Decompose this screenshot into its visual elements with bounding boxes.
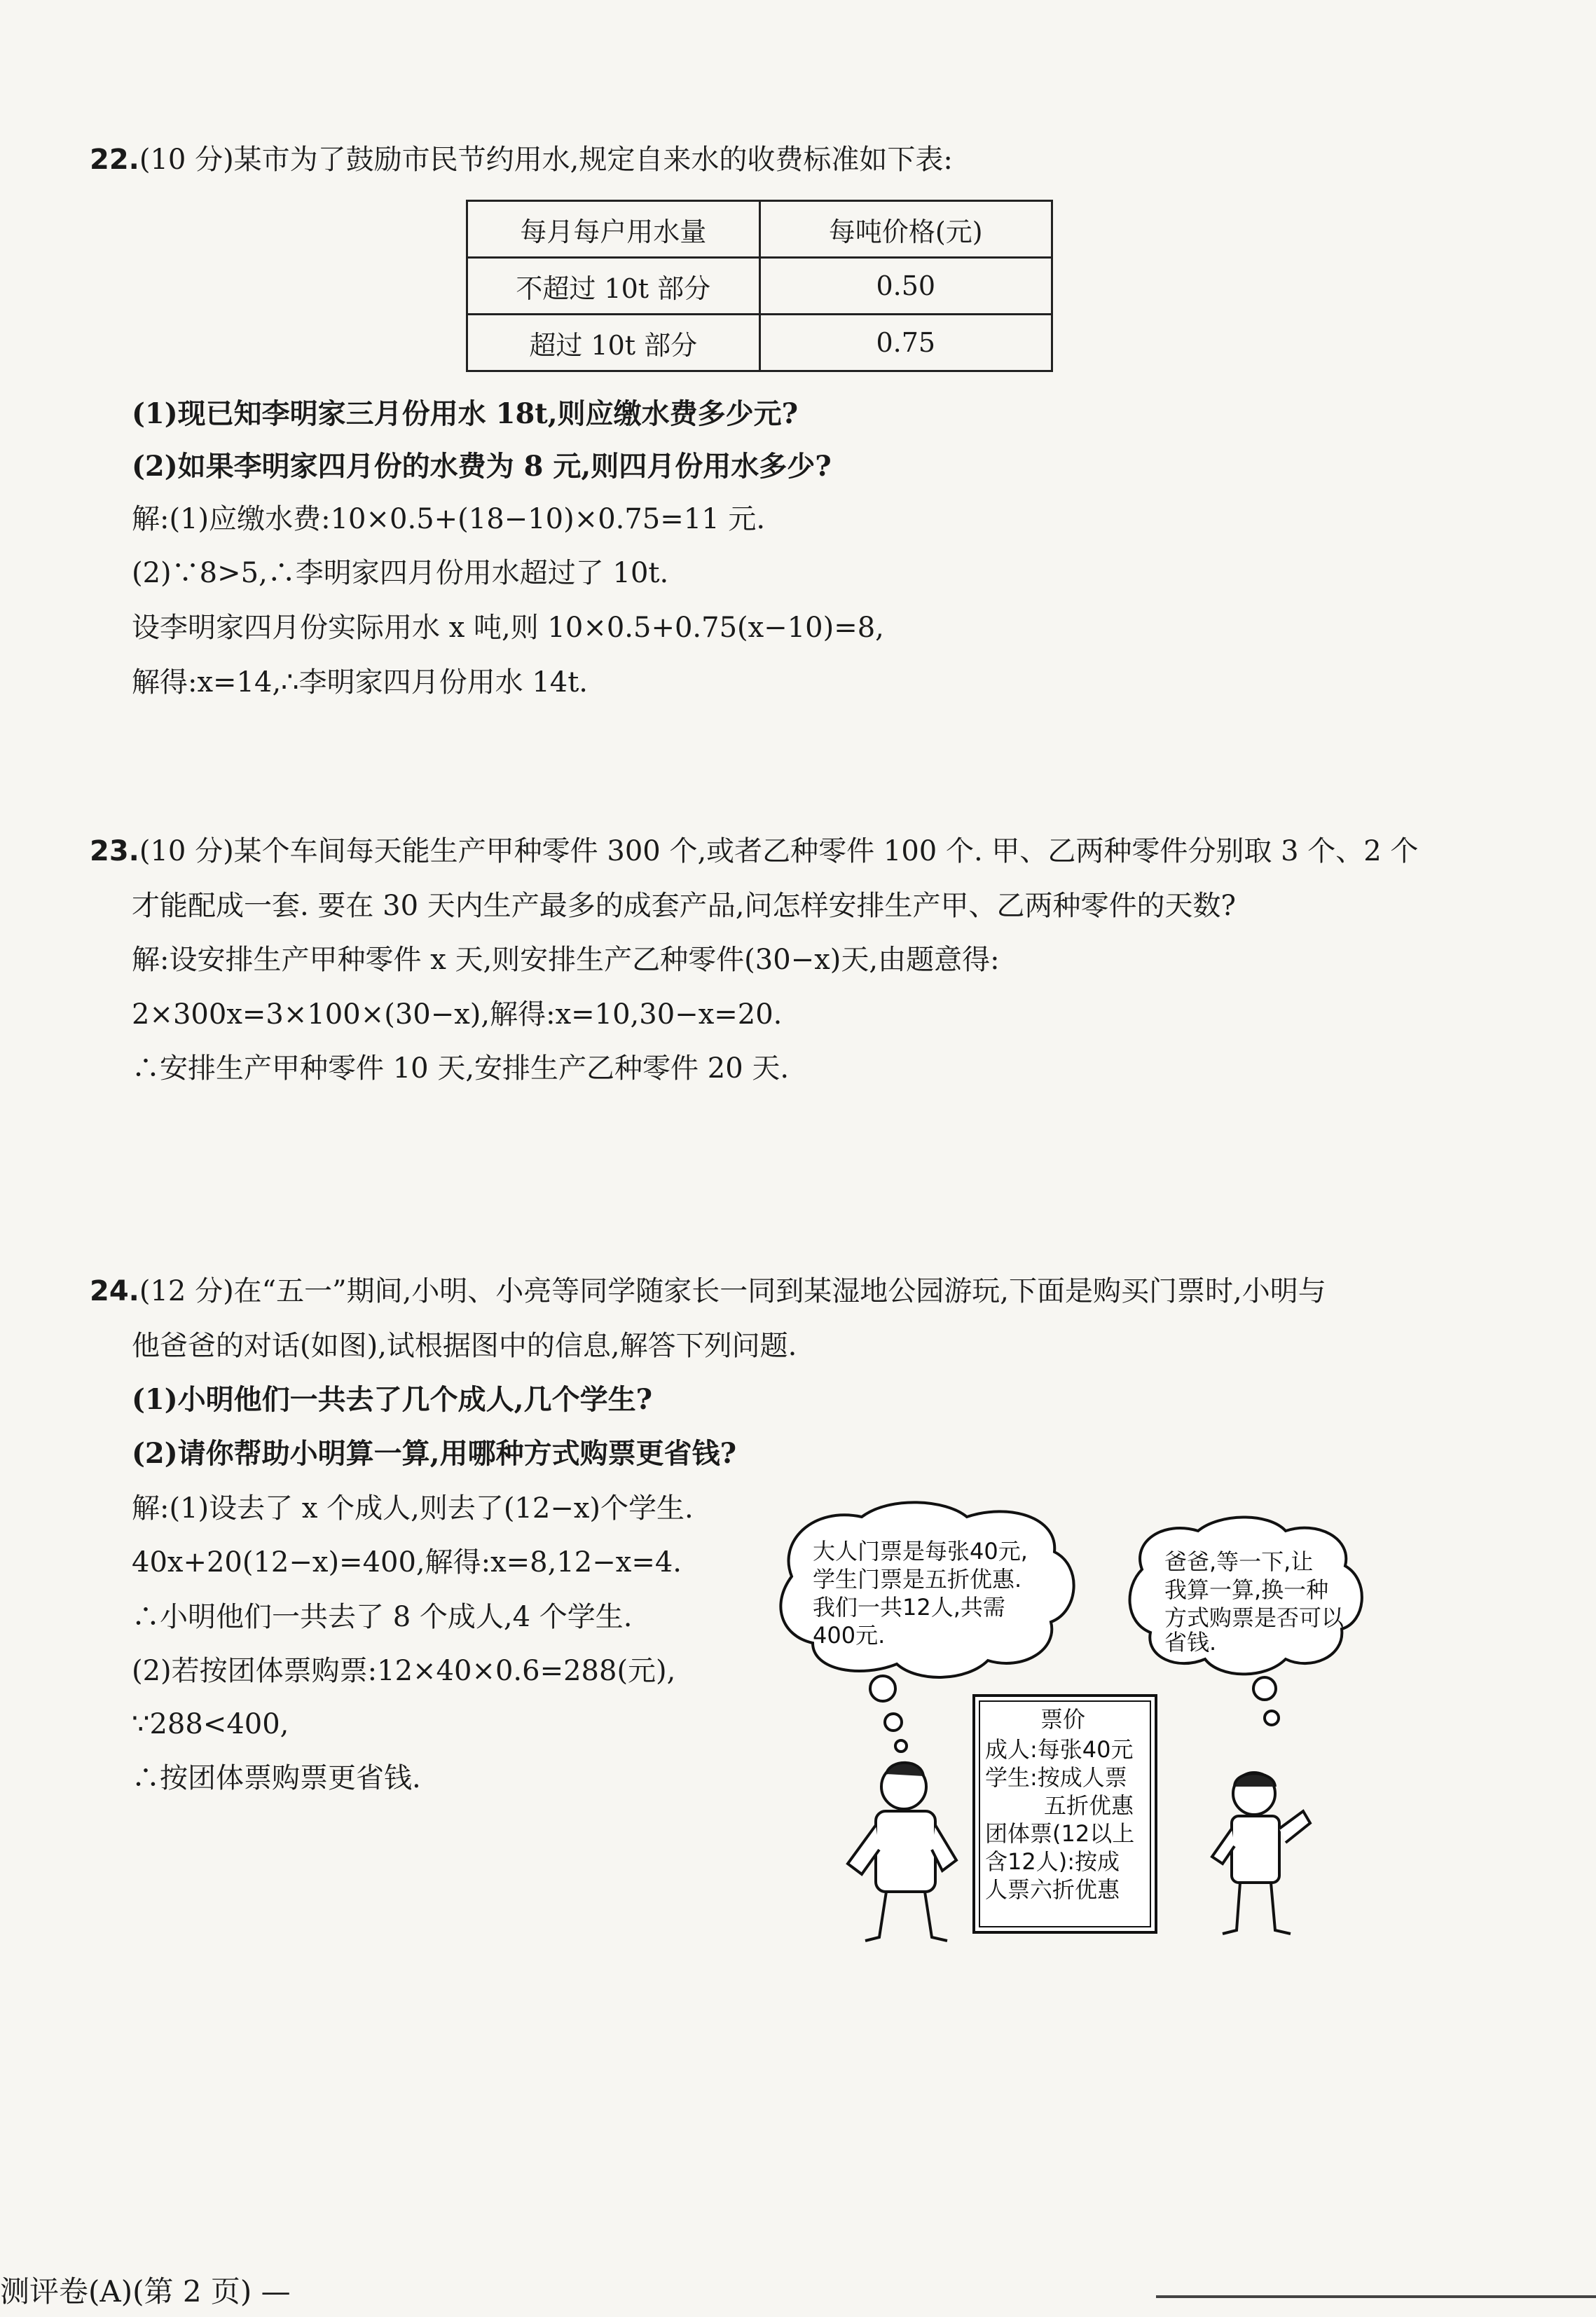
q22-part2: (2)如果李明家四月份的水费为 8 元,则四月份用水多少? bbox=[132, 450, 832, 483]
child-figure bbox=[1212, 1773, 1310, 1934]
ticket-title: 票价 bbox=[1040, 1706, 1086, 1733]
bubble-line: 400元. bbox=[813, 1622, 886, 1649]
table-row bbox=[467, 258, 1052, 315]
q22-heading-text: (10 分)某市为了鼓励市民节约用水,规定自来水的收费标准如下表: bbox=[139, 144, 953, 176]
q23-heading-line2: 才能配成一套. 要在 30 天内生产最多的成套产品,问怎样安排生产甲、乙两种零件的天数? bbox=[132, 890, 1236, 922]
bottom-rule bbox=[1156, 2295, 1596, 2298]
q22-part1: (1)现已知李明家三月份用水 18t,则应缴水费多少元? bbox=[132, 397, 799, 430]
ticket-line: 含12人):按成 bbox=[985, 1848, 1120, 1875]
father-figure bbox=[848, 1763, 956, 1941]
table-row bbox=[467, 315, 1052, 371]
table-cell: 超过 10t 部分 bbox=[467, 315, 760, 371]
q24-solution-4: (2)若按团体票购票:12×40×0.6=288(元), bbox=[132, 1655, 676, 1687]
q22-solution-4: 解得:x=14,∴李明家四月份用水 14t. bbox=[132, 666, 589, 699]
bubble-line: 学生门票是五折优惠. bbox=[813, 1566, 1022, 1593]
bubble-line: 我算一算,换一种 bbox=[1164, 1576, 1329, 1603]
table-cell: 0.50 bbox=[759, 258, 1052, 315]
q23-heading bbox=[90, 832, 1418, 871]
q24-solution-2: 40x+20(12−x)=400,解得:x=8,12−x=4. bbox=[132, 1546, 682, 1579]
q22-solution-2: (2)∵8>5,∴李明家四月份用水超过了 10t. bbox=[132, 557, 669, 589]
q24-solution-1: 解:(1)设去了 x 个成人,则去了(12−x)个学生. bbox=[132, 1492, 694, 1525]
q24-heading-text: (12 分)在“五一”期间,小明、小亮等同学随家长一同到某湿地公园游玩,下面是购买门票时,小明与 bbox=[139, 1275, 1326, 1307]
table-header-cell: 每月每户用水量 bbox=[467, 201, 760, 258]
q24-solution-6: ∴按团体票购票更省钱. bbox=[132, 1762, 421, 1794]
ticket-line: 成人:每张40元 bbox=[985, 1736, 1134, 1763]
water-fee-table bbox=[466, 200, 1053, 372]
q22-solution-3: 设李明家四月份实际用水 x 吨,则 10×0.5+0.75(x−10)=8, bbox=[132, 612, 884, 644]
bubble-line: 爸爸,等一下,让 bbox=[1164, 1548, 1314, 1575]
q22-solution-1: 解:(1)应缴水费:10×0.5+(18−10)×0.75=11 元. bbox=[132, 503, 766, 535]
table-header-row bbox=[467, 201, 1052, 258]
q23-solution-2: 2×300x=3×100×(30−x),解得:x=10,30−x=20. bbox=[132, 998, 783, 1031]
bubble-line: 方式购票是否可以 bbox=[1164, 1604, 1344, 1631]
ticket-dialogue-illustration bbox=[764, 1499, 1408, 1962]
q24-heading-line2: 他爸爸的对话(如图),试根据图中的信息,解答下列问题. bbox=[132, 1330, 797, 1362]
q24-heading bbox=[90, 1272, 1326, 1311]
q24-number: 24. bbox=[90, 1275, 139, 1307]
q24-part1: (1)小明他们一共去了几个成人,几个学生? bbox=[132, 1383, 653, 1416]
q22-heading bbox=[90, 140, 953, 179]
q24-part2: (2)请你帮助小明算一算,用哪种方式购票更省钱? bbox=[132, 1437, 737, 1470]
q23-number: 23. bbox=[90, 835, 139, 867]
bubble-line: 省钱. bbox=[1164, 1629, 1217, 1656]
q22-number: 22. bbox=[90, 144, 139, 176]
bubble-line: 我们一共12人,共需 bbox=[813, 1594, 1005, 1621]
table-cell: 0.75 bbox=[759, 315, 1052, 371]
table-cell: 不超过 10t 部分 bbox=[467, 258, 760, 315]
ticket-line: 人票六折优惠 bbox=[985, 1876, 1120, 1903]
ticket-line: 团体票(12以上 bbox=[985, 1820, 1135, 1847]
q23-heading-text: (10 分)某个车间每天能生产甲种零件 300 个,或者乙种零件 100 个. 甲、乙两种零件分别取 3 个、2 个 bbox=[139, 835, 1419, 867]
q23-solution-3: ∴安排生产甲种零件 10 天,安排生产乙种零件 20 天. bbox=[132, 1052, 790, 1085]
q24-solution-5: ∵288<400, bbox=[132, 1708, 289, 1740]
q23-solution-1: 解:设安排生产甲种零件 x 天,则安排生产乙种零件(30−x)天,由题意得: bbox=[132, 944, 1000, 976]
child-speech-bubble bbox=[1130, 1517, 1362, 1725]
bubble-line: 大人门票是每张40元, bbox=[813, 1538, 1028, 1565]
page-footer: 测评卷(A)(第 2 页) — bbox=[0, 2274, 291, 2309]
ticket-price-board bbox=[974, 1696, 1156, 1932]
table-header-cell: 每吨价格(元) bbox=[759, 201, 1052, 258]
ticket-line: 学生:按成人票 bbox=[985, 1764, 1127, 1791]
q24-solution-3: ∴小明他们一共去了 8 个成人,4 个学生. bbox=[132, 1601, 633, 1633]
ticket-line: 五折优惠 bbox=[1044, 1792, 1134, 1819]
